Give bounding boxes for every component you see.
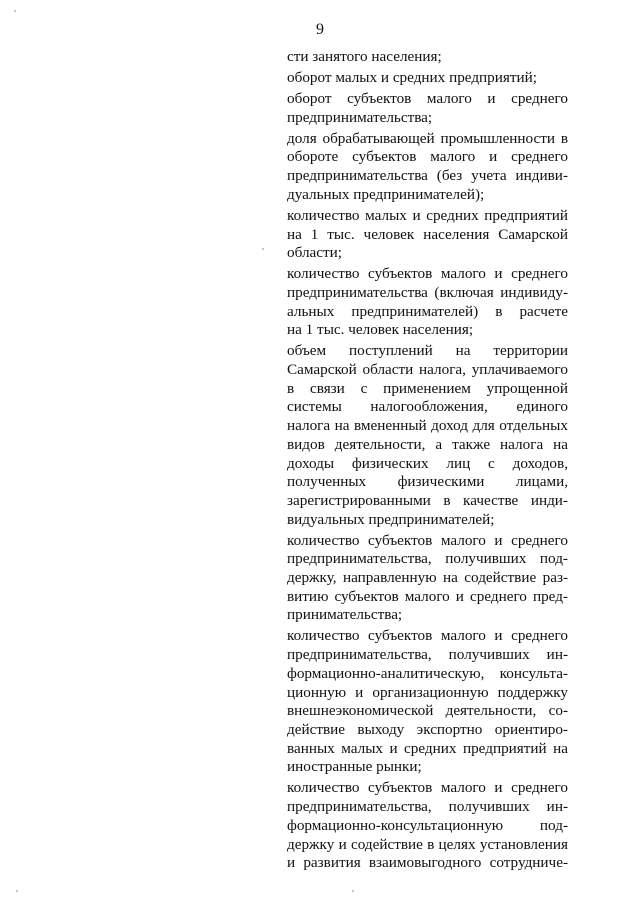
text-line: формационно-аналитическую, консульта-	[287, 664, 568, 682]
scan-speck	[352, 890, 354, 892]
scan-speck	[16, 890, 18, 892]
text-line: количество субъектов малого и среднего	[287, 779, 568, 797]
text-line: дуальных предпринимателей);	[287, 185, 485, 203]
text-line: области;	[287, 244, 342, 262]
text-line: доля обрабатывающей промышленности в	[287, 129, 568, 147]
text-line: формационно-консультационную под-	[287, 816, 568, 834]
list-item	[287, 342, 568, 529]
text-line: предпринимательства;	[287, 108, 433, 126]
text-line: на 1 тыс. человек населения;	[287, 321, 474, 339]
text-line: зарегистрированными в качестве инди-	[287, 491, 568, 509]
text-line: оборот субъектов малого и среднего	[287, 90, 568, 107]
text-line: ванных малых и средних предприятий на	[287, 739, 568, 757]
text-line: предпринимательства (без учета индиви-	[287, 167, 568, 185]
text-line: полученных физическими лицами,	[287, 473, 568, 491]
text-line: количество малых и средних предприятий	[287, 206, 568, 224]
text-line: и развития взаимовыгодного сотрудниче-	[287, 854, 568, 872]
text-line: предпринимательства, получивших ин-	[287, 798, 568, 816]
list-item	[287, 532, 568, 626]
text-line: принимательства;	[287, 606, 403, 624]
text-line: Самарской области налога, уплачиваемого	[287, 361, 568, 379]
scan-speck	[14, 10, 16, 12]
scan-speck	[262, 248, 264, 250]
text-line: налога на вмененный доход для отдельных	[287, 417, 568, 435]
text-line: количество субъектов малого и среднего	[287, 627, 568, 645]
list-item	[287, 207, 568, 263]
text-line: сти занятого населения;	[287, 48, 442, 65]
list-item	[287, 48, 568, 67]
text-line: иностранные рынки;	[287, 758, 422, 776]
text-line: альных предпринимателей) в расчете	[287, 302, 568, 320]
text-line: видуальных предпринимателей;	[287, 510, 495, 528]
text-line: количество субъектов малого и среднего	[287, 531, 568, 549]
text-line: количество субъектов малого и среднего	[287, 265, 568, 283]
text-line: ционную и организационную поддержку	[287, 683, 568, 701]
list-item	[287, 265, 568, 340]
text-line: в связи с применением упрощенной	[287, 379, 568, 397]
text-line: видов деятельности, а также налога на	[287, 435, 568, 453]
text-line: предпринимательства (включая индивиду-	[287, 283, 568, 301]
list-item	[287, 627, 568, 777]
list-item	[287, 130, 568, 205]
text-line: держку и содействие в целях установления	[287, 835, 568, 853]
text-line: оборот малых и средних предприятий;	[287, 69, 537, 86]
text-line: действие выходу экспортно ориентиро-	[287, 720, 568, 738]
page-number: 9	[316, 21, 324, 38]
list-item	[287, 90, 568, 127]
text-line: обороте субъектов малого и среднего	[287, 148, 568, 166]
document-body	[287, 48, 568, 875]
text-line: доходы физических лиц с доходов,	[287, 454, 568, 472]
text-line: объем поступлений на территории	[287, 342, 568, 360]
text-line: витию субъектов малого и среднего пред-	[287, 587, 568, 605]
text-line: предпринимательства, получивших ин-	[287, 646, 568, 664]
text-line: системы налогообложения, единого	[287, 398, 568, 416]
text-line: предпринимательства, получивших под-	[287, 550, 568, 568]
list-item	[287, 69, 568, 88]
text-line: на 1 тыс. человек населения Самарской	[287, 225, 568, 243]
text-line: внешнеэкономической деятельности, со-	[287, 702, 568, 720]
list-item	[287, 779, 568, 873]
text-line: держку, направленную на содействие раз-	[287, 569, 568, 587]
